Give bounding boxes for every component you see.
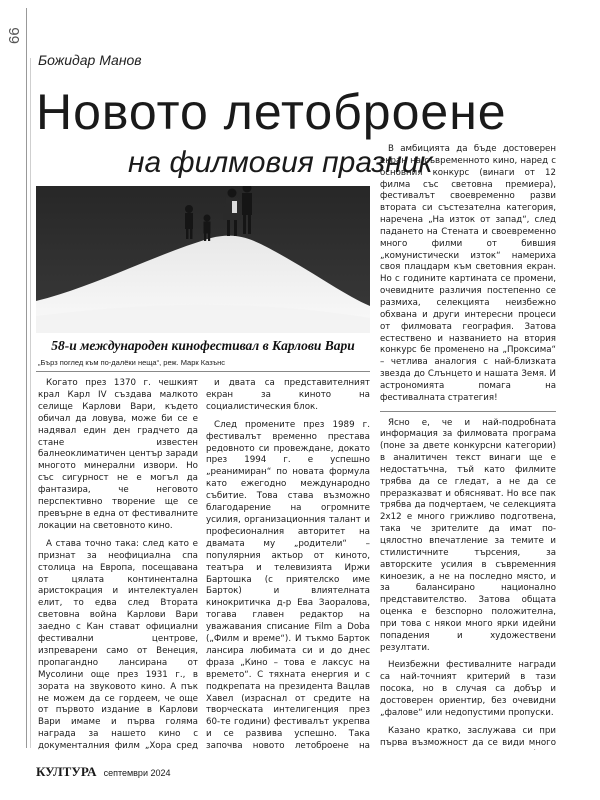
issue-date: септември 2024 (103, 768, 171, 778)
paragraph: и двата са представителният екран за киното на социалистическия блок. (206, 378, 370, 412)
paragraph: След промените през 1989 г. фестивалът временно престава редовното си провеждане, докато през 1994 г. е успешно „реанимиран“ по новата формула като ежегодно международно събитие. Това става възможно благодарение на огромните усилия, организационния талант и професионалния авторитет на двамата му „родители“ – популярния актьор от киното, театъра и телевизията Иржи Бартошка (с приятелско име Барток) и влиятелната кинокритичка д-р Ева Заоралова, тогава главен редактор на уважавания списание Film a Doba („Филм и време“). И тъкмо Барток лансира любимата си и до днес фраза „Кино – това е лаксус на времето“. С тяхната енергия и с подкрепата на президента Вацлав Хавел (израснал от средите на творческата интелигенция през 60-те години) фестивалът укрепва и се развива успешно. Така започва новото летоброене на (206, 419, 370, 750)
magazine-name: КУЛТУРА (36, 764, 97, 779)
paragraph: Неизбежни фестивалните награди са най-точният критерий в тази посока, но в случая са добър и достоверен ориентир, без очевидни „фалове“ или недопустими пропуски. (380, 660, 556, 718)
caption-divider (36, 371, 370, 372)
photo-caption: „Бърз поглед към по-далёки неща“, реж. Марк Казънс (38, 358, 226, 367)
festival-caption: 58-и международен кинофестивал в Карлови Вари (51, 338, 355, 353)
paragraph: А става точно така: след като е признат за неофициална спа столица на Европа, посещавана от цялата континентална аристокрация и интелектуален елит, то едва след Втората световна война Карлови Вари заедно с Кан стават официални фестивални центрове, изпреварени само от Венеция, пропагандно лансирана от Мусолини още през 1931 г., в зората на звуковото кино. А пък не можем да се гордеем, че още от първото издание в Карлови Вари имаме и първа голяма награда за нашето кино с документалния филм „Хора сред (38, 538, 198, 750)
article-subtitle: на филмовия празник (128, 146, 433, 179)
author-name: Божидар Манов (38, 52, 142, 68)
margin-rule-inner (30, 58, 31, 748)
column-1 (38, 378, 198, 750)
column-3 (380, 144, 556, 750)
column-divider (380, 411, 556, 412)
paragraph: Казано кратко, заслужава си при първа възможност да се види много (380, 725, 556, 748)
footer (36, 764, 171, 780)
page-number: 66 (6, 27, 23, 44)
paragraph: Когато през 1370 г. чешкият крал Карл IV създава малкото селище Карлови Вари, където обичал да ловува, може би се е надявал един ден градчето да стане известен балнеоклиматичен център заради многото минерални извори. Но със сигурност не е могъл да фантазира, че неговото перспективно творение ще се превърне в една от фестивалните локации на световното кино. (38, 378, 198, 531)
paragraph: Ясно е, че и най-подробната информация за филмовата програма (поне за двете конкурсни категории) в аналитичен текст винаги ще е недостатъчна, тъй като филмите трябва да се гледат, а не да се преразказват и обясняват. Но все пак трябва да подчертаем, че селекцията 2х12 е много грижливо подготвена, така че зрителите да имат по-цялостно впечатление за темите и стилистичните търсения, за авторските усилия в съвременния киноезик, а не на последно място, и за балансирано национално представителство. Затова общата оценка е безспорно положителна, при това с някои много ярки идейни попадения и художествени резултати. (380, 417, 556, 653)
paragraph: В амбицията да бъде достоверен екран на съвременното кино, наред с основния конкурс (винаги от 12 филма със световна премиера), фестивалът своевременно разви втората си състезателна категория, наречена „На изток от запад“, след падането на Стената и своевременно много филми от бившия „комунистически изток“ намериха своя плацдарм към световния екран. Но с годините картината се промени, очевидните различия постепенно се размиха, селекцията неизбежно обхвана и други интересни процеси от филмовата география. Затова естествено и названието на втория конкурс бе променено на „Проксима“ – четлива аналогия с най-близката звезда до Слънцето и нашата Земя. И астрономията помага на фестивалната стратегия! (380, 144, 556, 403)
column-2 (206, 378, 370, 750)
article-title: Новото летоброене (36, 84, 507, 140)
margin-rule (26, 8, 27, 748)
